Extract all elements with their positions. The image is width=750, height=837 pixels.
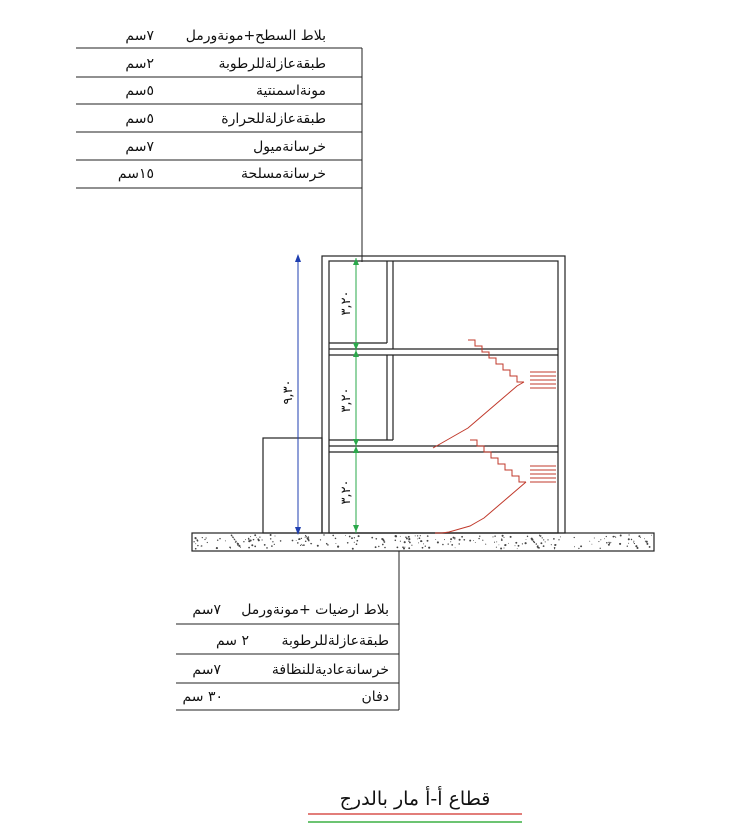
hatch-dot [578,548,579,549]
hatch-dot [356,540,358,542]
hatch-dot [501,539,503,541]
hatch-dot [646,541,648,543]
hatch-dot [257,538,259,540]
hatch-dot [307,538,309,540]
hatch-dot [272,541,273,542]
roof-layer-row [76,83,362,109]
hatch-dot [547,539,548,540]
hatch-dot [644,538,645,539]
hatch-dot [591,544,592,545]
hatch-dot [411,545,412,546]
hatch-dot [195,548,197,550]
hatch-dot [248,547,250,549]
hatch-dot [375,546,377,548]
hatch-dot [253,539,255,541]
hatch-dot [421,540,423,542]
hatch-dot [395,540,397,542]
hatch-dot [627,546,628,547]
hatch-dot [526,539,527,540]
outer-wall [322,256,565,533]
hatch-dot [606,536,607,537]
hatch-dot [317,545,319,547]
floor-height-label-1: ٣,٢٠ [339,479,354,505]
hatch-dot [201,546,202,547]
roof-layer-thickness: ٧سم [125,139,154,155]
hatch-dot [459,543,460,544]
hatch-dot [271,545,273,547]
hatch-dot [195,537,197,539]
hatch-dot [498,544,499,545]
hatch-dot [649,546,651,548]
hatch-dot [195,543,196,544]
hatch-dot [264,544,266,546]
hatch-dot [534,542,536,544]
hatch-dot [233,537,234,538]
hatch-dot [270,538,271,539]
hatch-dot [553,538,555,540]
hatch-dot [292,540,294,542]
hatch-dot [371,537,373,539]
hatch-dot [543,539,544,540]
hatch-dot [423,543,424,544]
hatch-dot [216,547,218,549]
floor-layer-row [176,662,399,688]
hatch-dot [240,547,241,548]
hatch-dot [543,545,545,547]
hatch-dot [225,540,226,541]
hatch-dot [428,547,430,549]
hatch-dot [404,547,405,548]
hatch-dot [305,540,307,542]
hatch-dot [301,538,302,539]
hatch-dot [531,539,533,541]
floor-layer-name: خرسانةعاديةللنظافة [271,662,389,678]
annex-box [263,438,322,533]
hatch-dot [415,535,416,536]
hatch-dot [454,539,455,540]
hatch-dot [303,544,305,546]
hatch-dot [651,535,652,536]
hatch-dot [335,543,336,544]
total-height-label: ٩,٣٠ [281,379,296,405]
hatch-dot [234,539,235,540]
hatch-dot [351,537,353,539]
roof-layer-name: خرسانةمسلحة [241,166,326,182]
floor-layer-thickness: ٣٠ سم [182,689,223,705]
hatch-dot [274,535,275,536]
hatch-dot [251,544,253,546]
hatch-dot [305,537,306,538]
hatch-dot [594,538,595,539]
roof-layer-thickness: ٥سم [125,111,154,127]
hatch-dot [638,535,640,537]
roof-layer-name: طبقةعازلةللرطوبة [218,56,326,72]
hatch-dot [633,541,634,542]
hatch-dot [442,544,444,546]
floor-layer-thickness: ٧سم [192,602,221,618]
hatch-dot [515,545,516,546]
hatch-dot [453,537,455,539]
hatch-dot [347,542,349,544]
hatch-dot [197,540,199,542]
hatch-dot [613,536,615,538]
hatch-dot [545,541,546,542]
hatch-dot [610,542,611,543]
hatch-dot [608,544,610,546]
roof-layer-thickness: ٧سم [125,28,154,44]
hatch-dot [280,540,282,542]
hatch-dot [525,542,527,544]
floor-layer-name: دفان [361,689,389,705]
hatch-dot [395,535,397,537]
hatch-dot [600,548,601,549]
hatch-dot [444,539,445,540]
hatch-dot [647,544,648,545]
hatch-dot [400,541,401,542]
building-section [192,256,654,551]
hatch-dot [554,544,556,546]
hatch-dot [298,539,299,540]
hatch-dot [628,538,630,540]
hatch-dot [337,546,339,548]
hatch-dot [354,537,355,538]
hatch-dot [262,539,263,540]
hatch-dot [354,542,355,543]
hatch-dot [615,537,616,538]
roof-layer-thickness: ٥سم [125,83,154,99]
hatch-dot [574,537,575,538]
hatch-dot [207,542,208,543]
roof-layer-row [76,166,362,192]
hatch-dot [537,547,539,549]
hatch-dot [463,539,465,541]
hatch-dot [494,535,496,537]
hatch-dot [554,547,556,549]
hatch-dot [274,544,275,545]
hatch-dot [500,547,502,549]
hatch-dot [230,547,231,548]
hatch-dot [305,535,306,536]
hatch-dot [250,540,252,542]
hatch-dot [254,546,256,548]
hatch-dot [248,539,249,540]
hatch-dot [634,543,635,544]
hatch-dot [408,541,409,542]
hatch-dot [300,545,301,546]
roof-layer-row [76,56,362,82]
hatch-dot [479,536,480,537]
roof-layer-row [76,111,362,137]
hatch-dot [451,544,453,546]
hatch-dot [396,546,398,548]
hatch-dot [358,535,360,537]
hatch-dot [515,542,517,544]
hatch-dot [504,544,506,546]
hatch-dot [375,538,377,540]
hatch-dot [332,535,334,537]
hatch-dot [408,547,410,549]
floor-layer-name: بلاط ارضيات +مونةورمل [241,602,389,618]
hatch-dot [259,536,260,537]
hatch-dot [455,547,456,548]
roof-layer-name: بلاط السطح+مونةورمل [185,28,326,44]
hatch-dot [542,537,543,538]
hatch-dot [419,537,421,539]
hatch-dot [326,543,328,545]
hatch-dot [206,537,207,538]
hatch-dot [496,541,497,542]
staircase [433,340,556,533]
hatch-dot [406,538,408,540]
hatch-dot [540,542,542,544]
hatch-dot [352,548,354,550]
hatch-dot [558,539,559,540]
floor-height-label-2: ٣,٢٠ [339,387,354,413]
hatch-dot [382,544,384,546]
hatch-dot [536,543,538,545]
hatch-dot [620,535,622,537]
hatch-dot [427,540,429,542]
floor-layer-thickness: ٧سم [192,662,221,678]
hatch-dot [418,542,419,543]
hatch-dot [345,535,346,536]
hatch-dot [604,538,605,539]
roof-layer-name: مونةاسمنتية [255,83,326,99]
hatch-dot [409,542,411,544]
floor-height-label-3: ٣,٢٠ [339,290,354,316]
hatch-dot [437,541,439,543]
hatch-dot [628,534,629,535]
hatch-dot [640,537,641,538]
hatch-dot [628,543,629,544]
hatch-dot [478,538,479,539]
hatch-dot [554,548,555,549]
hatch-dot [510,536,512,538]
hatch-dot [631,539,632,540]
hatch-dot [349,536,351,538]
hatch-dot [461,536,463,538]
roof-layer-name: خرسانةميول [253,139,326,155]
hatch-dot [302,545,303,546]
hatch-dot [231,535,232,536]
hatch-dot [408,538,410,540]
floor-layer-name: طبقةعازلةللرطوبة [281,633,389,649]
floor-layer-row [176,633,399,659]
hatch-dot [492,536,493,537]
roof-layer-thickness: ١٥سم [117,166,154,182]
hatch-dot [237,545,238,546]
hatch-dot [502,535,504,537]
hatch-dot [420,535,421,536]
hatch-dot [308,536,309,537]
hatch-dot [400,536,401,537]
hatch-dot [202,537,203,538]
hatch-dot [297,542,299,544]
hatch-dot [637,547,638,548]
hatch-dot [635,545,637,547]
hatch-dot [217,539,218,540]
hatch-dot [496,547,497,548]
hatch-dot [403,547,405,549]
hatch-dot [508,543,509,544]
hatch-dot [485,544,486,545]
hatch-dot [193,541,194,542]
hatch-dot [600,539,601,540]
hatch-dot [219,538,221,540]
hatch-dot [619,543,621,545]
section-title: قطاع أ-أ مار بالدرج [339,788,491,810]
hatch-dot [245,539,246,540]
hatch-dot [517,548,518,549]
hatch-dot [378,546,379,547]
floor-layer-thickness: ٢ سم [215,633,249,649]
hatch-dot [448,543,449,544]
hatch-dot [204,539,205,540]
hatch-dot [425,546,426,547]
roof-layer-thickness: ٢سم [125,56,154,72]
hatch-dot [633,542,634,543]
hatch-dot [327,544,329,546]
hatch-dot [614,536,615,537]
hatch-dot [243,541,244,542]
floor-layer-row [176,689,399,715]
hatch-dot [469,540,471,542]
hatch-dot [320,539,321,540]
floor-layer-row [176,602,399,628]
hatch-dot [598,541,599,542]
hatch-dot [236,541,237,542]
hatch-dot [266,547,268,549]
hatch-dot [296,540,297,541]
hatch-dot [450,541,451,542]
hatch-dot [235,542,236,543]
hatch-dot [551,544,552,545]
hatch-dot [527,536,528,537]
hatch-dot [482,540,483,541]
hatch-dot [335,538,337,540]
hatch-dot [301,544,302,545]
hatch-dot [383,539,385,541]
hatch-dot [503,537,504,538]
hatch-dot [237,543,239,545]
hatch-dot [417,538,418,539]
hatch-dot [250,536,251,537]
hatch-dot [311,543,312,544]
hatch-dot [197,545,198,546]
hatch-dot [503,547,504,548]
hatch-dot [494,542,495,543]
hatch-dot [384,547,386,549]
hatch-dot [473,540,474,541]
hatch-dot [518,545,520,547]
roof-layer-row [76,139,362,165]
hatch-dot [580,545,582,547]
hatch-dot [384,541,386,543]
hatch-dot [606,542,608,544]
roof-layer-name: طبقةعازلةللحرارة [221,111,326,127]
hatch-dot [522,543,523,544]
hatch-dot [306,536,307,537]
hatch-dot [475,542,476,543]
hatch-dot [427,535,429,537]
hatch-dot [356,543,358,545]
hatch-dot [256,537,257,538]
hatch-dot [459,539,461,541]
hatch-dot [589,541,590,542]
ground-hatch [193,534,651,550]
hatch-dot [574,546,575,547]
hatch-dot [422,547,424,549]
hatch-dot [238,545,240,547]
hatch-dot [254,534,256,536]
hatch-dot [404,541,406,543]
hatch-dot [323,534,324,535]
hatch-dot [450,538,452,540]
hatch-dot [270,534,272,536]
hatch-dot [408,536,410,538]
hatch-dot [560,536,561,537]
hatch-dot [540,536,541,537]
hatch-dot [417,535,418,536]
hatch-dot [435,539,436,540]
roof-layer-row [76,28,362,54]
